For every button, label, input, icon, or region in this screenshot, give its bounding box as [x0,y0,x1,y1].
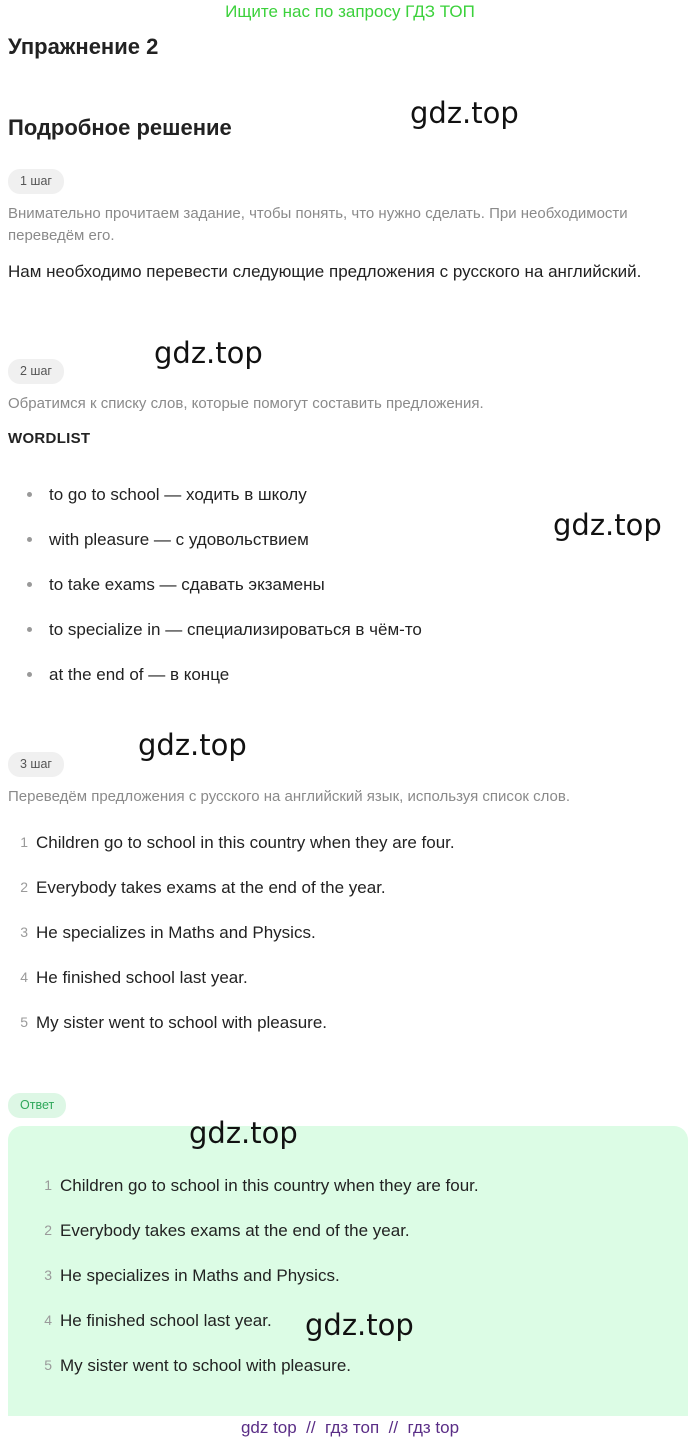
list-item [14,1000,674,1045]
step-badge: 2 шаг [8,359,64,384]
list-item [38,1163,658,1208]
bullet-icon [27,672,32,677]
watermark: gdz.top [553,508,662,542]
answer-box [8,1126,688,1416]
bullet-icon [27,537,32,542]
answer-badge: Ответ [8,1093,66,1118]
item-number: 1 [44,1177,52,1193]
item-number: 5 [20,1014,28,1030]
item-number: 2 [20,879,28,895]
step-hint: Обратимся к списку слов, которые помогут составить предложения. [8,395,484,412]
watermark: gdz.top [138,728,247,762]
step-badge: 1 шаг [8,169,64,194]
item-number: 3 [20,924,28,940]
list-item [0,607,700,652]
watermark: gdz.top [154,336,263,370]
list-item [38,1343,658,1388]
list-item [0,517,700,562]
item-text: He specializes in Maths and Physics. [36,923,316,942]
wordlist-entry: to specialize in — специализироваться в чём-то [49,620,422,639]
translation-list [14,820,674,1045]
item-text: My sister went to school with pleasure. [36,1013,328,1032]
step-hint: Внимательно прочитаем задание, чтобы понять, что нужно сделать. При необходимости переведём его. [8,205,628,244]
item-text: My sister went to school with pleasure. [60,1356,352,1375]
answer-list [38,1163,658,1388]
wordlist-entry: with pleasure — с удовольствием [49,530,309,549]
bullet-icon [27,492,32,497]
list-item [14,910,674,955]
bullet-icon [27,627,32,632]
list-item [0,472,700,517]
wordlist-title: WORDLIST [8,430,91,447]
list-item [14,955,674,1000]
step-hint: Переведём предложения с русского на английский язык, используя список слов. [8,788,571,805]
watermark: gdz.top [410,96,519,130]
item-number: 4 [44,1312,52,1328]
item-number: 1 [20,834,28,850]
footer-links[interactable]: gdz top // гдз топ // гдз top [240,1418,460,1437]
item-text: Children go to school in this country when they are four. [60,1176,479,1195]
wordlist-entry: to take exams — сдавать экзамены [49,575,325,594]
item-text: He finished school last year. [36,968,248,987]
step-text: Нам необходимо перевести следующие предложения с русского на английский. [8,262,642,281]
search-banner[interactable]: Ищите нас по запросу ГДЗ ТОП [225,2,475,21]
item-number: 4 [20,969,28,985]
item-number: 2 [44,1222,52,1238]
solution-title: Подробное решение [8,115,232,140]
item-number: 3 [44,1267,52,1283]
wordlist-entry: to go to school — ходить в школу [49,485,307,504]
item-text: Everybody takes exams at the end of the year. [60,1221,410,1240]
wordlist [0,472,700,697]
item-text: He finished school last year. [60,1311,272,1330]
exercise-title: Упражнение 2 [8,34,159,59]
list-item [0,652,700,697]
list-item [38,1208,658,1253]
watermark: gdz.top [305,1308,414,1342]
item-text: Everybody takes exams at the end of the year. [36,878,386,897]
wordlist-entry: at the end of — в конце [49,665,230,684]
watermark: gdz.top [189,1116,298,1150]
list-item [14,820,674,865]
list-item [0,562,700,607]
list-item [38,1253,658,1298]
item-text: He specializes in Maths and Physics. [60,1266,340,1285]
item-text: Children go to school in this country when they are four. [36,833,455,852]
step-badge: 3 шаг [8,752,64,777]
bullet-icon [27,582,32,587]
item-number: 5 [44,1357,52,1373]
list-item [14,865,674,910]
